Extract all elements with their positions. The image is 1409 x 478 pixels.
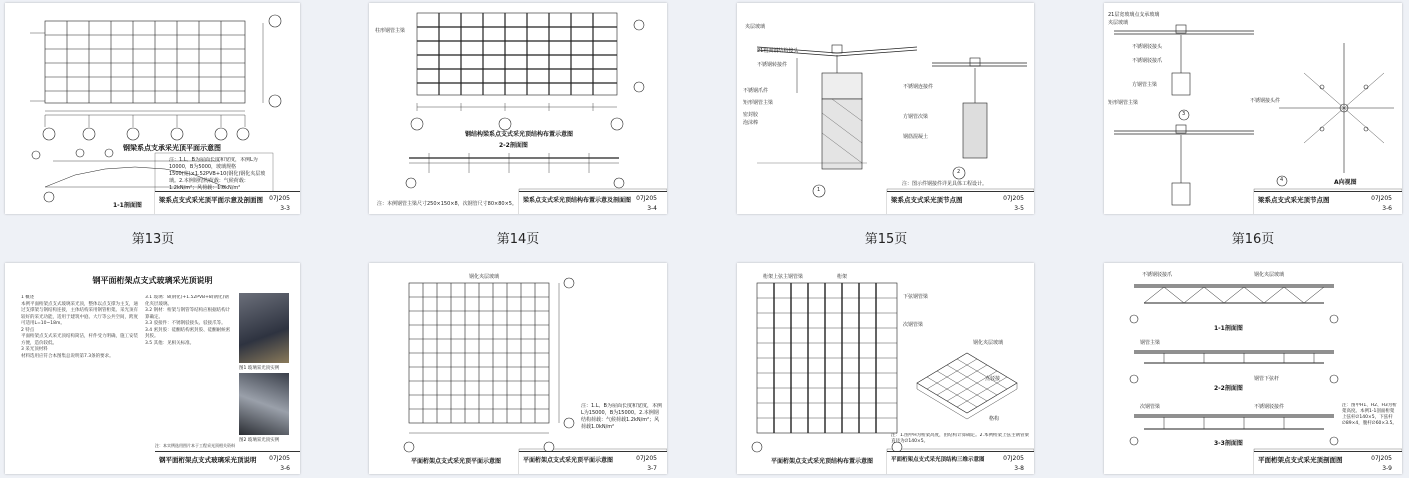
title-block bbox=[887, 191, 1034, 214]
title-block bbox=[519, 451, 667, 474]
photo-caption-2: 图2 玻璃采光顶实例 bbox=[239, 438, 280, 443]
detail-marker-2: 2 bbox=[957, 169, 961, 175]
drawing-code: 07J205 bbox=[1371, 455, 1392, 462]
label-bottom-chord: 下弦钢管梁 bbox=[903, 294, 929, 300]
drawing-code: 07J205 bbox=[1371, 195, 1392, 202]
page-title: 平面桁架点支式采光顶剖面图 bbox=[1258, 456, 1343, 464]
drawing-code: 07J205 bbox=[1003, 195, 1024, 202]
label-joint: 不锈钢接头件 bbox=[1250, 98, 1281, 104]
photo-caption-1: 图1 玻璃采光顶实例 bbox=[239, 366, 280, 371]
section-title: 1-1剖面图 bbox=[113, 202, 142, 209]
page-title: 平面桁架点支式采光顶结构三维示意图 bbox=[891, 457, 985, 463]
node-detail-drawing bbox=[737, 3, 1034, 214]
label-lattice: 格构 bbox=[989, 416, 1000, 422]
drawing-notes: 注：本例钢管主梁尺寸250×150×8，次钢管尺寸80×80×5。 bbox=[377, 201, 517, 207]
label-main-beam: 矩形钢管主梁 bbox=[743, 100, 774, 106]
drawing-notes: 注：1.图中H为桁架高度，由结构计算确定。2.本例桁架上弦主钢管梁直径为∅140×5。 bbox=[891, 433, 1029, 444]
page-number: 3-4 bbox=[647, 205, 657, 212]
page-title: 梁系点支式采光顶结构布置示意及剖面图 bbox=[523, 197, 632, 204]
label-sub-beam: 次钢管梁 bbox=[903, 322, 924, 328]
document-heading: 钢平面桁架点支式玻璃采光顶说明 bbox=[92, 276, 213, 285]
beam-label: 柱形钢管主梁 bbox=[375, 28, 406, 34]
label-connector: 不锈钢驳接件 bbox=[1254, 404, 1285, 410]
page-title: 钢平面桁架点支式玻璃采光顶说明 bbox=[159, 456, 257, 464]
page-title: 平面桁架点支式采光顶平面示意图 bbox=[523, 457, 614, 464]
page-thumbnail-15[interactable] bbox=[737, 3, 1034, 214]
page-thumbnail-19[interactable] bbox=[737, 263, 1034, 474]
page-title: 梁系点支式采光顶平面示意及剖面图 bbox=[159, 196, 263, 204]
drawing-code: 07J205 bbox=[636, 455, 657, 462]
detail-marker-4: 4 bbox=[1280, 177, 1284, 183]
title-block bbox=[887, 451, 1034, 474]
page-number: 3-6 bbox=[1382, 205, 1392, 212]
page-title: 梁系点支式采光顶节点图 bbox=[891, 196, 963, 204]
label-sub-beam: 方钢管次梁 bbox=[903, 114, 929, 120]
detail-title: A向视图 bbox=[1334, 179, 1357, 186]
label-concrete: 钢筋混凝土 bbox=[903, 134, 929, 140]
glass-label: 钢化夹层玻璃 bbox=[469, 274, 500, 280]
label-glass-support: 21层宽玻璃点支承玻璃 bbox=[1108, 12, 1160, 18]
page-caption-14[interactable]: 第14页 bbox=[496, 232, 540, 247]
label-connector: 不锈钢驳接头 bbox=[1132, 44, 1163, 50]
label-claw: 不锈钢驳接爪 bbox=[1142, 272, 1173, 278]
title-block bbox=[519, 191, 667, 214]
label-main-beam: 钢管主梁 bbox=[1140, 340, 1161, 346]
label-joint: 21粗面钢结构接头 bbox=[757, 48, 799, 54]
label-sealant: 密封胶 bbox=[743, 112, 759, 118]
drawing-code: 07J205 bbox=[1003, 455, 1024, 462]
drawing-notes: 注：1.L、B为屋面长度和宽度，本例L为10000，B为5000，玻璃规格1500(宽)×1.52PVB+10(钢化)钢化夹层玻璃。2.本例钢结构荷载：气候荷载：1.2kN/m²；风荷载：1.0kN/m² bbox=[169, 157, 266, 191]
page-number: 3-8 bbox=[1014, 465, 1024, 472]
title-block bbox=[1254, 191, 1402, 214]
page-caption-13[interactable]: 第13页 bbox=[131, 232, 175, 247]
label-top-chord: 桁架上弦主钢管梁 bbox=[763, 274, 804, 280]
drawing-code: 07J205 bbox=[636, 195, 657, 202]
page-thumbnail-18[interactable] bbox=[369, 263, 667, 474]
page-number: 3-3 bbox=[280, 205, 290, 212]
detail-marker-3: 3 bbox=[1182, 111, 1186, 117]
page-caption-16[interactable]: 第16页 bbox=[1231, 232, 1275, 247]
drawing-notes: 注：图中H1、H2、H3为桁架高度。本例1-1剖面桁架上弦杆∅140×5，下弦杆∅89×4，腹杆∅60×3.5。 bbox=[1342, 403, 1397, 426]
drawing-title: 平面桁架点支式采光顶结构布置示意图 bbox=[771, 458, 874, 465]
label-glass: 夹层玻璃 bbox=[745, 24, 766, 30]
page-title: 梁系点支式采光顶节点图 bbox=[1258, 196, 1330, 204]
detail-marker-1: 1 bbox=[817, 187, 821, 193]
section-title: 2-2剖面图 bbox=[499, 142, 528, 149]
title-block bbox=[155, 451, 300, 474]
drawing-code: 07J205 bbox=[269, 455, 290, 462]
label-adapter: 不锈钢转接件 bbox=[757, 62, 788, 68]
example-photo-1 bbox=[239, 293, 289, 363]
photo-footnote: 注：本实例选用图片本于工程采光顶相关资料 bbox=[155, 443, 235, 448]
page-thumbnail-17[interactable] bbox=[5, 263, 300, 474]
label-connector: 不锈钢连接件 bbox=[903, 84, 934, 90]
page-number: 3-7 bbox=[647, 465, 657, 472]
page-thumbnail-14[interactable] bbox=[369, 3, 667, 214]
page-thumbnail-13[interactable] bbox=[5, 3, 300, 214]
label-truss: 桁架 bbox=[837, 274, 848, 280]
label-rect-beam: 矩形钢管主梁 bbox=[1108, 100, 1139, 106]
label-glass: 钢化夹层玻璃 bbox=[1254, 272, 1285, 278]
label-glass: 钢化夹层玻璃 bbox=[973, 340, 1004, 346]
section-title-3: 3-3剖面图 bbox=[1214, 440, 1243, 447]
section-title-1: 1-1剖面图 bbox=[1214, 325, 1243, 332]
label-glass: 夹层玻璃 bbox=[1108, 20, 1129, 26]
label-foam: 泡沫棒 bbox=[743, 120, 759, 126]
drawing-title: 钢梁系点支承采光顶平面示意图 bbox=[123, 144, 221, 152]
label-sub-beam: 次钢管梁 bbox=[1140, 404, 1161, 410]
page-caption-15[interactable]: 第15页 bbox=[864, 232, 908, 247]
drawing-title: 钢结构梁系点支式采光顶结构布置示意图 bbox=[465, 131, 574, 138]
section-title-2: 2-2剖面图 bbox=[1214, 385, 1243, 392]
title-block bbox=[1254, 451, 1402, 474]
title-block bbox=[155, 191, 300, 214]
label-bottom-chord: 钢管下弦杆 bbox=[1254, 376, 1280, 382]
drawing-notes: 注：图示件钢接件详见具体工程设计。 bbox=[902, 181, 988, 187]
node-detail-drawing bbox=[1104, 3, 1402, 214]
drawing-code: 07J205 bbox=[269, 195, 290, 202]
label-claw: 不锈钢驳接爪 bbox=[1132, 58, 1163, 64]
structure-drawing bbox=[369, 3, 667, 214]
label-claw: 不锈钢爪件 bbox=[743, 88, 769, 94]
example-photo-2 bbox=[239, 373, 289, 435]
document-body-right: 3.1 玻璃：8(钢化)+1.52PVB+8(钢化)钢化夹层玻璃。 3.2 钢材：桁架与钢管等结构应根据结构计算确定。 3.3 驳接件：不锈钢驳接头、驳接爪等。 3.4 密封胶：硅酮结构密封胶、硅酮耐候密封胶。 3.5 其他：见相关标准。 bbox=[145, 295, 231, 346]
page-thumbnail-16[interactable] bbox=[1104, 3, 1402, 214]
page-thumbnail-20[interactable] bbox=[1104, 263, 1402, 474]
label-joint: 点驳接 bbox=[985, 376, 1001, 382]
drawing-notes: 注：1.L、B为屋面长度和宽度，本例L为15000，B为15000。2.本例钢结构荷载：气候荷载1.2kN/m²；风荷载1.0kN/m² bbox=[581, 403, 662, 430]
label-main-beam: 方钢管主梁 bbox=[1132, 82, 1158, 88]
page-number: 3-5 bbox=[1014, 205, 1024, 212]
drawing-title: 平面桁架点支式采光顶平面示意图 bbox=[411, 458, 502, 465]
page-number: 3-9 bbox=[1382, 465, 1392, 472]
document-body-left: 1 概述 本例平面桁架点支式玻璃采光顶，整体以点支撑为主支，通过支撑架与钢结构连接，主体结构采用钢管桁架。采光顶有较好的采光功能，适用于建筑中庭、大厅等公共空间，跨度可适用L=10~18m。 2 特点 平面桁架点支式采光顶结构简洁，杆件受力明确，施工安装方便，造价较低。 3 采光顶材料 材料选用应符合本图集总说明第7.3条的要求。 bbox=[21, 295, 138, 359]
page-number: 3-6 bbox=[280, 465, 290, 472]
